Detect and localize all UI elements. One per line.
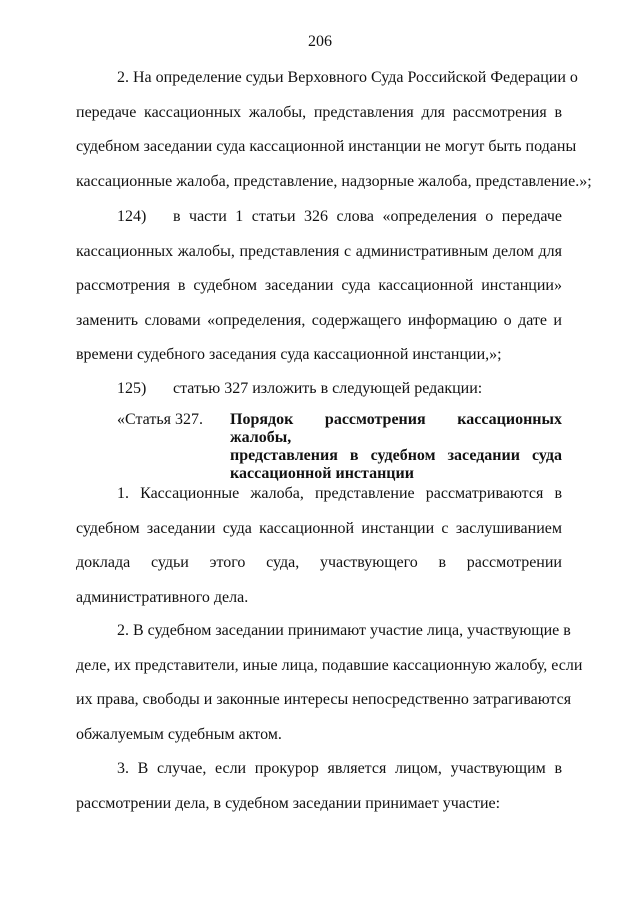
paragraph-part-2	[76, 614, 583, 752]
item-number: 125)	[117, 380, 147, 397]
text-line: кассационные жалоба, представление, надзорные жалоба, представление.»;	[76, 172, 592, 190]
item-number: 124)	[117, 208, 147, 225]
article-title	[230, 411, 562, 483]
article-label: «Статья 327.	[117, 411, 203, 428]
page-number: 206	[308, 33, 332, 50]
text-line: передаче кассационных жалобы, представления для рассмотрения в	[76, 103, 562, 121]
text-line	[76, 200, 562, 235]
text-line-content: в части 1 статьи 326 слова «определения о передаче	[173, 208, 562, 225]
text-line: времени судебного заседания суда кассационной инстанции,»;	[76, 346, 502, 363]
article-title-line: представления в судебном заседании суда	[230, 447, 562, 464]
text-line: деле, их представители, иные лица, подавшие кассационную жалобу, если	[76, 656, 583, 674]
text-line: 3. В случае, если прокурор является лицом, участвующим в	[117, 760, 562, 777]
text-line	[76, 372, 562, 407]
text-line: кассационных жалобы, представления с административным делом для	[76, 242, 562, 260]
text-line: судебном заседании суда кассационной инстанции с заслушиванием	[76, 519, 562, 537]
text-line: 1. Кассационные жалоба, представление рассматриваются в	[117, 485, 562, 502]
text-line: административного дела.	[76, 588, 249, 606]
text-line: их права, свободы и законные интересы непосредственно затрагиваются	[76, 691, 572, 708]
text-line: рассмотрении дела, в судебном заседании принимает участие:	[76, 794, 501, 812]
text-line: доклада судьи этого суда, участвующего в рассмотрении	[76, 554, 562, 571]
paragraph-124	[76, 200, 562, 373]
paragraph-part-3	[76, 752, 562, 821]
text-line: судебном заседании суда кассационной инстанции не могут быть поданы	[76, 138, 577, 155]
article-title-line: Порядок рассмотрения кассационных жалобы,	[230, 411, 562, 446]
text-line-content: статью 327 изложить в следующей редакции:	[173, 380, 483, 397]
paragraph-part-1	[76, 477, 562, 615]
text-line: заменить словами «определения, содержащего информацию о дате и	[76, 311, 562, 329]
text-line: рассмотрения в судебном заседании суда кассационной инстанции»	[76, 277, 562, 294]
article-title-line: кассационной инстанции	[230, 465, 414, 482]
text-line: 2. На определение судьи Верховного Суда Российской Федерации о	[117, 69, 578, 86]
text-line: обжалуемым судебным актом.	[76, 725, 282, 743]
text-line: 2. В судебном заседании принимают участие лица, участвующие в	[117, 622, 571, 639]
paragraph-125	[76, 372, 562, 407]
paragraph-1	[76, 61, 592, 199]
